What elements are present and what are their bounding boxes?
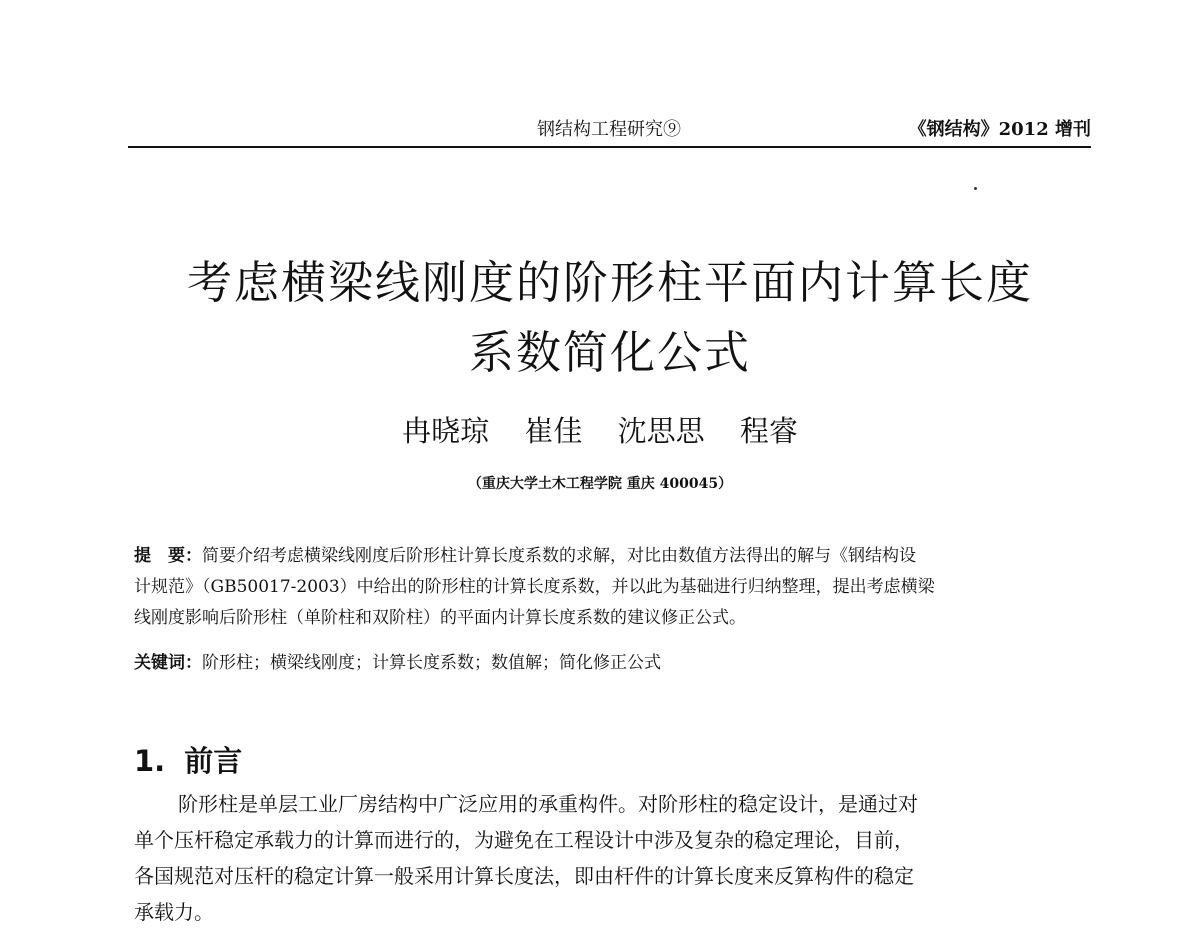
- body-line: 承载力。: [134, 900, 214, 924]
- title-line-2: 系数简化公式: [468, 326, 751, 380]
- author-name: 冉晓琼: [402, 414, 490, 448]
- section-number: 1.: [134, 744, 166, 779]
- keywords: [134, 648, 1094, 678]
- journal-issue: 《钢结构》2012 增刊: [908, 119, 1091, 140]
- section-title: 前言: [184, 744, 243, 779]
- header-rule: [128, 146, 1091, 148]
- author-list: [0, 411, 1200, 451]
- body-paragraph: [134, 786, 1094, 924]
- keywords-label: 关键词：: [134, 653, 202, 673]
- body-line: 各国规范对压杆的稳定计算一般采用计算长度法，即由杆件的计算长度来反算构件的稳定: [134, 864, 914, 888]
- abstract-label: 提 要：: [134, 546, 202, 566]
- abstract-text: 简要介绍考虑横梁线刚度后阶形柱计算长度系数的求解，对比由数值方法得出的解与《钢结构设: [202, 546, 916, 566]
- author-name: 沈思思: [617, 414, 705, 448]
- journal-series: 钢结构工程研究⑨: [537, 119, 681, 140]
- section-heading: [134, 739, 242, 783]
- author-name: 崔佳: [524, 414, 583, 448]
- title-line-1: 考虑横梁线刚度的阶形柱平面内计算长度: [186, 256, 1033, 310]
- keywords-text: 阶形柱；横梁线刚度；计算长度系数；数值解；简化修正公式: [202, 653, 661, 673]
- body-line: 单个压杆稳定承载力的计算而进行的，为避免在工程设计中涉及复杂的稳定理论，目前，: [134, 828, 914, 852]
- paper-title: [110, 248, 1110, 388]
- running-header: [128, 118, 1091, 146]
- body-line: 阶形柱是单层工业厂房结构中广泛应用的承重构件。对阶形柱的稳定设计，是通过对: [178, 792, 918, 816]
- abstract-line: 计规范》（GB50017-2003）中给出的阶形柱的计算长度系数，并以此为基础进行归纳整理，提出考虑横梁: [134, 577, 935, 597]
- scan-dot: [974, 187, 977, 190]
- abstract: [134, 541, 1094, 634]
- abstract-line: 线刚度影响后阶形柱（单阶柱和双阶柱）的平面内计算长度系数的建议修正公式。: [134, 608, 746, 628]
- author-name: 程睿: [739, 414, 798, 448]
- author-affiliation: （重庆大学土木工程学院 重庆 400045）: [467, 476, 733, 492]
- abstract-line: [134, 541, 1094, 572]
